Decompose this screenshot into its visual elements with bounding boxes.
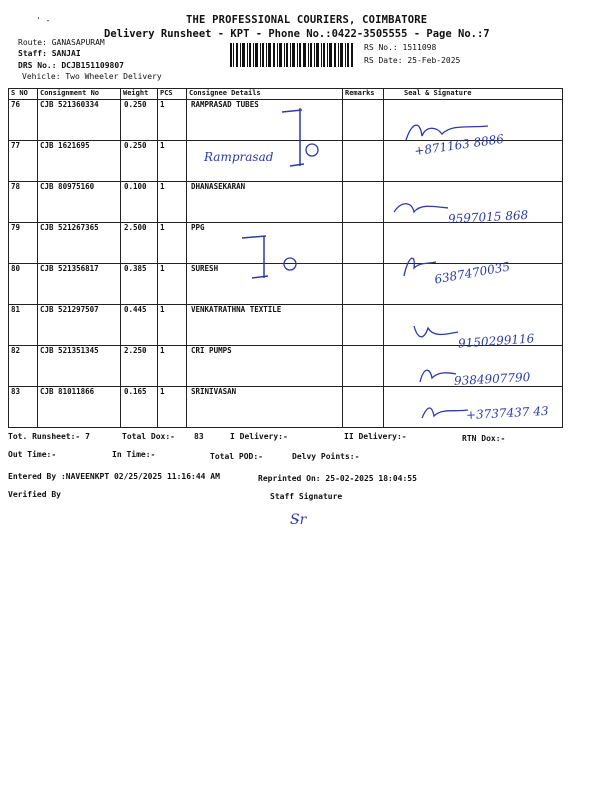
rs-no-value: 1511098: [402, 43, 437, 52]
drs-label: DRS No.:: [18, 61, 57, 70]
verified-by: Verified By: [8, 490, 61, 499]
row-weight: 2.250: [121, 346, 158, 387]
vehicle-value: Two Wheeler Delivery: [65, 72, 162, 81]
rtn-dox: RTN Dox:-: [462, 434, 506, 443]
row-sno: 78: [9, 182, 38, 223]
row-consignee: SURESH: [187, 264, 343, 305]
row-consignment: CJB 80975160: [38, 182, 121, 223]
rs-no-row: [364, 43, 436, 52]
signature-mark-icon: [412, 322, 460, 344]
table-header-row: [9, 89, 563, 100]
row-pcs: 1: [158, 141, 187, 182]
row-pcs: 1: [158, 346, 187, 387]
stamp-mark-icon: [240, 234, 306, 284]
row-remarks: [343, 346, 384, 387]
row-pcs: 1: [158, 387, 187, 428]
rs-date-value: 25-Feb-2025: [407, 56, 461, 65]
row-remarks: [343, 141, 384, 182]
staff-label: Staff:: [18, 49, 47, 58]
row-weight: 0.385: [121, 264, 158, 305]
signature-phone: 6387470035: [433, 259, 511, 287]
route-row: [18, 38, 105, 47]
delvy-points: Delvy Points:-: [292, 452, 360, 461]
signature-phone: +871163 8886: [413, 131, 505, 159]
row-pcs: 1: [158, 305, 187, 346]
row-consignment: CJB 1621695: [38, 141, 121, 182]
drs-value: DCJB151109807: [61, 61, 124, 70]
staff-signature-label: Staff Signature: [270, 492, 343, 501]
row-consignee: PPG: [187, 223, 343, 264]
row-sno: 80: [9, 264, 38, 305]
staff-value: SANJAI: [51, 49, 81, 58]
total-dox-label: Total Dox:-: [122, 432, 175, 441]
col-consignment: Consignment No: [38, 89, 121, 100]
drs-row: [18, 61, 124, 70]
col-sno: S NO: [9, 89, 38, 100]
route-value: GANASAPURAM: [51, 38, 105, 47]
col-remarks: Remarks: [343, 89, 384, 100]
signature-phone: 9150299116: [457, 331, 535, 351]
row-weight: 0.100: [121, 182, 158, 223]
corner-mark: ' -: [36, 16, 51, 25]
rs-date-row: [364, 56, 460, 65]
row-sno: 77: [9, 141, 38, 182]
row-consignment: CJB 521297507: [38, 305, 121, 346]
staff-row: [18, 49, 81, 58]
route-label: Route:: [18, 38, 47, 47]
row-consignment: CJB 521267365: [38, 223, 121, 264]
row-sno: 79: [9, 223, 38, 264]
in-time: In Time:-: [112, 450, 156, 459]
col-consignee: Consignee Details: [187, 89, 343, 100]
stamp-mark-icon: [280, 104, 330, 176]
col-weight: Weight: [121, 89, 158, 100]
row-consignee: VENKATRATHNA TEXTILE: [187, 305, 343, 346]
row-weight: 2.500: [121, 223, 158, 264]
signature-mark-icon: [420, 402, 470, 424]
row-weight: 0.250: [121, 141, 158, 182]
ii-delivery: II Delivery:-: [344, 432, 407, 441]
row-consignment: CJB 81011866: [38, 387, 121, 428]
i-delivery: I Delivery:-: [230, 432, 288, 441]
row-consignment: CJB 521360334: [38, 100, 121, 141]
row-weight: 0.250: [121, 100, 158, 141]
row-consignment: CJB 521356817: [38, 264, 121, 305]
rs-date-label: RS Date:: [364, 56, 403, 65]
row-remarks: [343, 223, 384, 264]
out-time: Out Time:-: [8, 450, 57, 459]
signature-phone: 9384907790: [453, 370, 531, 388]
row-consignee: CRI PUMPS: [187, 346, 343, 387]
row-pcs: 1: [158, 100, 187, 141]
row-pcs: 1: [158, 264, 187, 305]
total-dox-value: 83: [194, 432, 204, 441]
barcode-icon: [230, 43, 354, 67]
row-sno: 81: [9, 305, 38, 346]
row-consignee: SRINIVASAN: [187, 387, 343, 428]
company-title: THE PROFESSIONAL COURIERS, COIMBATORE: [186, 14, 428, 26]
row-remarks: [343, 264, 384, 305]
row-weight: 0.445: [121, 305, 158, 346]
row-remarks: [343, 100, 384, 141]
signature-phone: +3737437 43: [465, 403, 549, 423]
row-pcs: 1: [158, 182, 187, 223]
vehicle-label: Vehicle:: [22, 72, 61, 81]
signature-mark-icon: [418, 364, 458, 386]
row-weight: 0.165: [121, 387, 158, 428]
handwritten-consignee: Ramprasad: [204, 150, 274, 164]
row-consignment: CJB 521351345: [38, 346, 121, 387]
row-consignee: DHANASEKARAN: [187, 182, 343, 223]
reprinted-on: Reprinted On: 25-02-2025 18:04:55: [258, 474, 417, 483]
row-sno: 82: [9, 346, 38, 387]
signature-mark-icon: [392, 198, 452, 220]
total-pod: Total POD:-: [210, 452, 263, 461]
row-remarks: [343, 182, 384, 223]
tot-runsheet: Tot. Runsheet:- 7: [8, 432, 90, 441]
vehicle-row: [22, 72, 162, 81]
signature-phone: 9597015 868: [447, 207, 529, 227]
col-signature: Seal & Signature: [384, 89, 563, 100]
entered-by: Entered By :NAVEENKPT 02/25/2025 11:16:44 AM: [8, 472, 220, 481]
row-remarks: [343, 305, 384, 346]
staff-signature-mark: S̵r: [290, 512, 307, 528]
row-remarks: [343, 387, 384, 428]
row-consignee: RAMPRASAD TUBES: [187, 100, 343, 141]
row-sno: 76: [9, 100, 38, 141]
row-pcs: 1: [158, 223, 187, 264]
runsheet-title: Delivery Runsheet - KPT - Phone No.:0422-3505555 - Page No.:7: [104, 28, 490, 40]
rs-no-label: RS No.:: [364, 43, 398, 52]
col-pcs: PCS: [158, 89, 187, 100]
row-sno: 83: [9, 387, 38, 428]
